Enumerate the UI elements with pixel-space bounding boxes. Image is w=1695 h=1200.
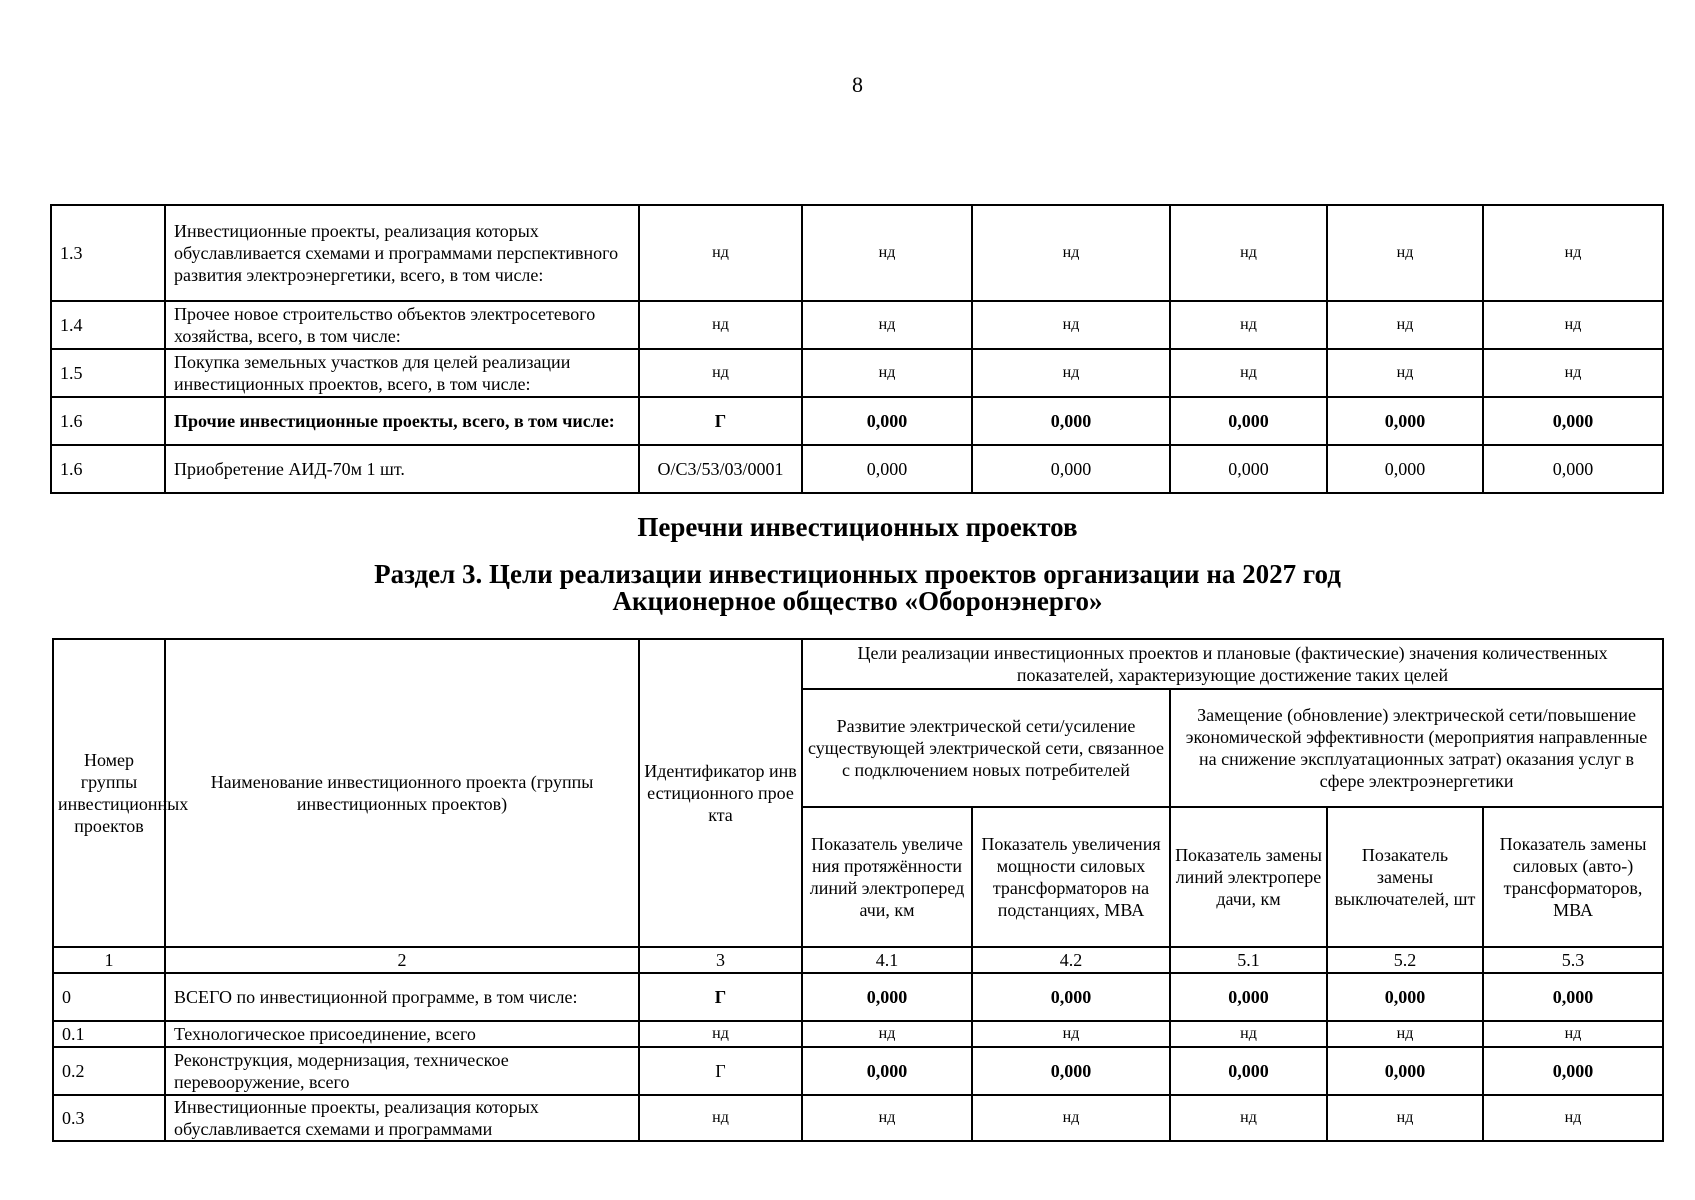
row-value: нд: [802, 301, 972, 349]
header-project-id: Идентификатор инвестиционного проекта: [639, 639, 802, 947]
continued-table: [50, 204, 1664, 494]
row-value: нд: [802, 1095, 972, 1141]
row-id: Г: [639, 973, 802, 1021]
page-number: 8: [852, 72, 863, 97]
row-value: 0,000: [1483, 1047, 1663, 1095]
row-name: Прочее новое строительство объектов электросетевого хозяйства, всего, в том числе:: [165, 301, 639, 349]
header-development: Развитие электрической сети/усиление существующей электрической сети, связанное с подключением новых потребителей: [802, 689, 1170, 807]
row-value: нд: [1327, 349, 1483, 397]
table-row: [51, 397, 1663, 445]
row-number: 0: [53, 973, 165, 1021]
row-value: нд: [972, 1021, 1170, 1047]
row-number: 1.6: [51, 397, 165, 445]
column-number-row: [53, 947, 1663, 973]
row-value: нд: [802, 1021, 972, 1047]
table-row: [51, 349, 1663, 397]
column-number: 4.2: [972, 947, 1170, 973]
row-value: 0,000: [802, 1047, 972, 1095]
row-value: 0,000: [1483, 397, 1663, 445]
row-number: 1.4: [51, 301, 165, 349]
row-value: нд: [802, 205, 972, 301]
organization-title: Акционерное общество «Оборонэнерго»: [612, 586, 1103, 616]
row-number: 1.6: [51, 445, 165, 493]
header-project-name: Наименование инвестиционного проекта (группы инвестиционных проектов): [165, 639, 639, 947]
header-indicator-transformers-replacement: Показатель замены силовых (авто-) трансформаторов, МВА: [1483, 807, 1663, 947]
row-value: 0,000: [1483, 445, 1663, 493]
table-row: [51, 445, 1663, 493]
row-id: Г: [639, 1047, 802, 1095]
row-value: нд: [1327, 301, 1483, 349]
row-value: 0,000: [1170, 397, 1327, 445]
row-number: 0.1: [53, 1021, 165, 1047]
table-row: [53, 1021, 1663, 1047]
header-row: [53, 639, 1663, 689]
row-id: О/С3/53/03/0001: [639, 445, 802, 493]
row-value: нд: [1483, 1021, 1663, 1047]
row-id: нд: [639, 301, 802, 349]
row-name: Покупка земельных участков для целей реализации инвестиционных проектов, всего, в том числе:: [165, 349, 639, 397]
row-name: ВСЕГО по инвестиционной программе, в том числе:: [165, 973, 639, 1021]
table-row: [53, 1047, 1663, 1095]
header-indicator-transformer-power: Показатель увеличения мощности силовых трансформаторов на подстанциях, МВА: [972, 807, 1170, 947]
row-name: Приобретение АИД-70м 1 шт.: [165, 445, 639, 493]
row-value: 0,000: [972, 1047, 1170, 1095]
row-value: нд: [1483, 349, 1663, 397]
row-number: 0.3: [53, 1095, 165, 1141]
row-value: 0,000: [972, 445, 1170, 493]
row-value: 0,000: [1327, 973, 1483, 1021]
row-value: 0,000: [972, 973, 1170, 1021]
row-name: Технологическое присоединение, всего: [165, 1021, 639, 1047]
row-name: Реконструкция, модернизация, техническое перевооружение, всего: [165, 1047, 639, 1095]
row-value: нд: [1483, 301, 1663, 349]
row-number: 1.3: [51, 205, 165, 301]
row-value: нд: [1483, 1095, 1663, 1141]
header-goals: Цели реализации инвестиционных проектов и плановые (фактические) значения количественных показателей, характеризующие достижение таких целей: [802, 639, 1663, 689]
header-indicator-switches-replacement: Позакатель замены выключателей, шт: [1327, 807, 1483, 947]
row-value: 0,000: [802, 445, 972, 493]
header-indicator-lines-replacement: Показатель замены линий электропередачи, км: [1170, 807, 1327, 947]
row-value: нд: [802, 349, 972, 397]
header-replacement: Замещение (обновление) электрической сети/повышение экономической эффективности (мероприятия направленные на снижение эксплуатационных затрат) оказания услуг в сфере электроэнергетики: [1170, 689, 1663, 807]
header-group-number: Номер группы инвестиционных проектов: [53, 639, 165, 947]
row-value: 0,000: [1327, 445, 1483, 493]
table-row: [53, 973, 1663, 1021]
row-value: нд: [1170, 1021, 1327, 1047]
row-value: нд: [972, 205, 1170, 301]
row-id: нд: [639, 205, 802, 301]
row-id: нд: [639, 349, 802, 397]
row-name: Инвестиционные проекты, реализация которых обуславливается схемами и программами перспективного развития электроэнергетики, всего, в том числе:: [165, 205, 639, 301]
row-value: 0,000: [1170, 445, 1327, 493]
row-value: 0,000: [1170, 973, 1327, 1021]
column-number: 4.1: [802, 947, 972, 973]
row-value: нд: [972, 1095, 1170, 1141]
row-id: нд: [639, 1095, 802, 1141]
column-number: 2: [165, 947, 639, 973]
row-value: нд: [1327, 205, 1483, 301]
list-title: Перечни инвестиционных проектов: [637, 512, 1078, 542]
column-number: 5.1: [1170, 947, 1327, 973]
row-name: Прочие инвестиционные проекты, всего, в том числе:: [165, 397, 639, 445]
column-number: 3: [639, 947, 802, 973]
row-value: нд: [1170, 1095, 1327, 1141]
row-value: 0,000: [802, 397, 972, 445]
row-value: 0,000: [1483, 973, 1663, 1021]
row-name: Инвестиционные проекты, реализация которых обуславливается схемами и программами: [165, 1095, 639, 1141]
column-number: 5.2: [1327, 947, 1483, 973]
header-indicator-lines-length: Показатель увеличения протяжённости линий электропередачи, км: [802, 807, 972, 947]
row-value: 0,000: [1170, 1047, 1327, 1095]
column-number: 5.3: [1483, 947, 1663, 973]
row-value: 0,000: [1327, 397, 1483, 445]
row-value: нд: [1170, 301, 1327, 349]
table-row: [53, 1095, 1663, 1141]
goals-table: [52, 638, 1664, 1142]
row-number: 0.2: [53, 1047, 165, 1095]
row-value: 0,000: [802, 973, 972, 1021]
row-number: 1.5: [51, 349, 165, 397]
row-value: нд: [972, 349, 1170, 397]
row-value: нд: [1327, 1021, 1483, 1047]
table-row: [51, 301, 1663, 349]
row-value: нд: [1170, 205, 1327, 301]
row-value: нд: [972, 301, 1170, 349]
table-row: [51, 205, 1663, 301]
row-value: нд: [1327, 1095, 1483, 1141]
column-number: 1: [53, 947, 165, 973]
row-id: нд: [639, 1021, 802, 1047]
row-value: нд: [1483, 205, 1663, 301]
row-id: Г: [639, 397, 802, 445]
row-value: 0,000: [972, 397, 1170, 445]
row-value: нд: [1170, 349, 1327, 397]
row-value: 0,000: [1327, 1047, 1483, 1095]
section-title: Раздел 3. Цели реализации инвестиционных проектов организации на 2027 год: [374, 559, 1341, 589]
